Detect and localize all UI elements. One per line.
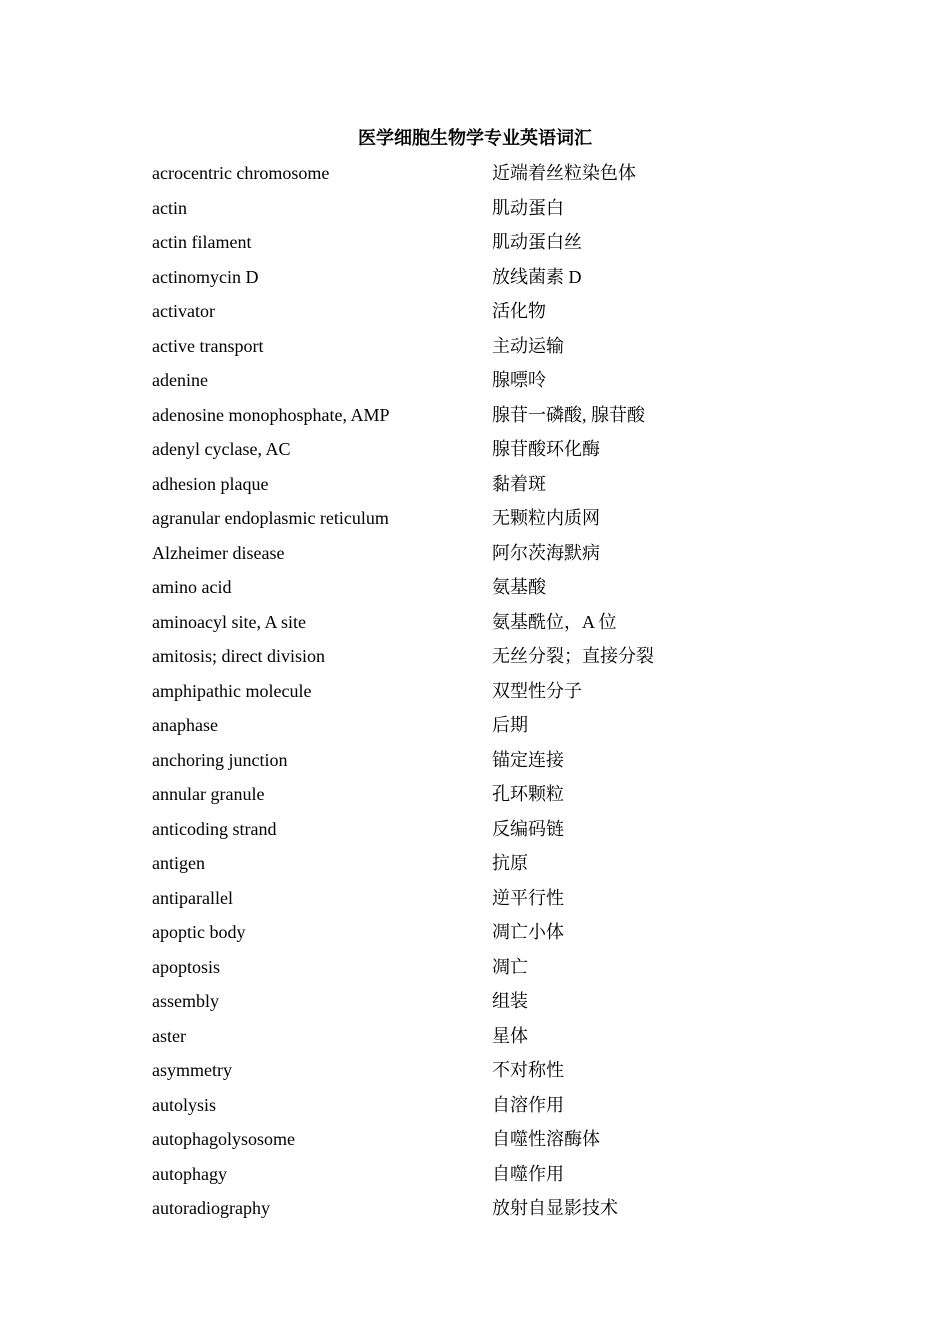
glossary-term: activator	[152, 301, 215, 321]
glossary-translation: 后期	[492, 715, 528, 735]
glossary-row	[152, 915, 812, 950]
glossary-translation: 无颗粒内质网	[492, 508, 600, 528]
glossary-translation: 凋亡	[492, 956, 528, 977]
glossary-term: assembly	[152, 991, 219, 1011]
glossary-translation: 组装	[492, 991, 528, 1011]
glossary-term: asymmetry	[152, 1060, 232, 1080]
glossary-row	[152, 846, 812, 881]
glossary-translation: 放射自显影技术	[492, 1198, 618, 1218]
glossary-row	[152, 432, 812, 467]
glossary-translation: 孔环颗粒	[492, 784, 564, 804]
glossary-row	[152, 605, 812, 640]
glossary-term: anaphase	[152, 715, 218, 735]
glossary-translation: 肌动蛋白	[492, 197, 564, 218]
glossary-term: antigen	[152, 853, 205, 873]
glossary-row	[152, 777, 812, 812]
glossary-term: Alzheimer disease	[152, 542, 285, 563]
glossary-translation: 自噬作用	[492, 1163, 564, 1184]
glossary-term: actinomycin D	[152, 266, 259, 287]
glossary-row	[152, 1122, 812, 1157]
glossary-row	[152, 881, 812, 916]
glossary-term: aster	[152, 1025, 186, 1046]
glossary-row	[152, 260, 812, 295]
glossary-term: amino acid	[152, 577, 232, 597]
glossary-translation: 黏着斑	[492, 473, 546, 494]
glossary-row	[152, 1019, 812, 1054]
glossary-term: amphipathic molecule	[152, 680, 312, 701]
glossary-term: anchoring junction	[152, 749, 288, 770]
glossary-row	[152, 812, 812, 847]
glossary-row	[152, 984, 812, 1019]
glossary-term: acrocentric chromosome	[152, 163, 330, 183]
glossary-row	[152, 708, 812, 743]
glossary-term: apoptic body	[152, 922, 246, 942]
glossary-translation: 抗原	[492, 853, 528, 873]
glossary-translation: 主动运输	[492, 335, 564, 356]
glossary-row	[152, 501, 812, 536]
glossary-translation: 腺苷一磷酸, 腺苷酸	[492, 404, 645, 425]
glossary-row	[152, 536, 812, 571]
glossary-term: adenine	[152, 370, 208, 390]
glossary-translation: 腺苷酸环化酶	[492, 439, 600, 459]
glossary-row	[152, 674, 812, 709]
glossary-term: apoptosis	[152, 956, 221, 977]
glossary-row	[152, 156, 812, 191]
glossary-row	[152, 1053, 812, 1088]
glossary-translation: 双型性分子	[492, 680, 582, 701]
glossary-row	[152, 225, 812, 260]
glossary-row	[152, 329, 812, 364]
glossary-term: autophagolysosome	[152, 1129, 295, 1149]
glossary-term: antiparallel	[152, 887, 233, 908]
glossary-term: actin	[152, 197, 187, 218]
glossary-term: active transport	[152, 335, 264, 356]
glossary-row	[152, 639, 812, 674]
glossary-term: autoradiography	[152, 1198, 270, 1218]
glossary-term: adenyl cyclase, AC	[152, 439, 291, 459]
glossary-term: agranular endoplasmic reticulum	[152, 508, 389, 528]
glossary-translation: 不对称性	[492, 1060, 564, 1080]
glossary-translation: 凋亡小体	[492, 922, 564, 942]
document-title: 医学细胞生物学专业英语词汇	[358, 128, 592, 148]
glossary-term: autophagy	[152, 1163, 227, 1184]
glossary-row	[152, 467, 812, 502]
glossary-term: annular granule	[152, 784, 265, 804]
glossary-row	[152, 1157, 812, 1192]
glossary-translation: 活化物	[492, 301, 546, 321]
glossary-row	[152, 950, 812, 985]
glossary-term: adhesion plaque	[152, 473, 269, 494]
glossary-translation: 腺嘌呤	[492, 370, 546, 390]
glossary-list	[152, 156, 812, 1226]
glossary-row	[152, 191, 812, 226]
glossary-term: aminoacyl site, A site	[152, 611, 306, 632]
glossary-translation: 氨基酸	[492, 577, 546, 597]
glossary-term: anticoding strand	[152, 818, 277, 839]
glossary-translation: 阿尔茨海默病	[492, 542, 600, 563]
glossary-term: autolysis	[152, 1094, 217, 1115]
glossary-row	[152, 570, 812, 605]
glossary-translation: 反编码链	[492, 818, 564, 839]
glossary-term: actin filament	[152, 232, 252, 252]
glossary-row	[152, 398, 812, 433]
glossary-translation: 无丝分裂；直接分裂	[492, 646, 654, 666]
glossary-row	[152, 363, 812, 398]
glossary-row	[152, 1191, 812, 1226]
glossary-translation: 氨基酰位，A 位	[492, 611, 617, 632]
glossary-term: adenosine monophosphate, AMP	[152, 404, 390, 425]
glossary-row	[152, 294, 812, 329]
glossary-translation: 近端着丝粒染色体	[492, 163, 636, 183]
glossary-row	[152, 743, 812, 778]
glossary-translation: 星体	[492, 1025, 528, 1046]
glossary-translation: 逆平行性	[492, 887, 564, 908]
glossary-translation: 自溶作用	[492, 1094, 564, 1115]
glossary-translation: 自噬性溶酶体	[492, 1129, 600, 1149]
glossary-translation: 肌动蛋白丝	[492, 232, 582, 252]
glossary-row	[152, 1088, 812, 1123]
glossary-translation: 放线菌素 D	[492, 266, 582, 287]
glossary-translation: 锚定连接	[492, 749, 564, 770]
glossary-term: amitosis; direct division	[152, 646, 325, 666]
